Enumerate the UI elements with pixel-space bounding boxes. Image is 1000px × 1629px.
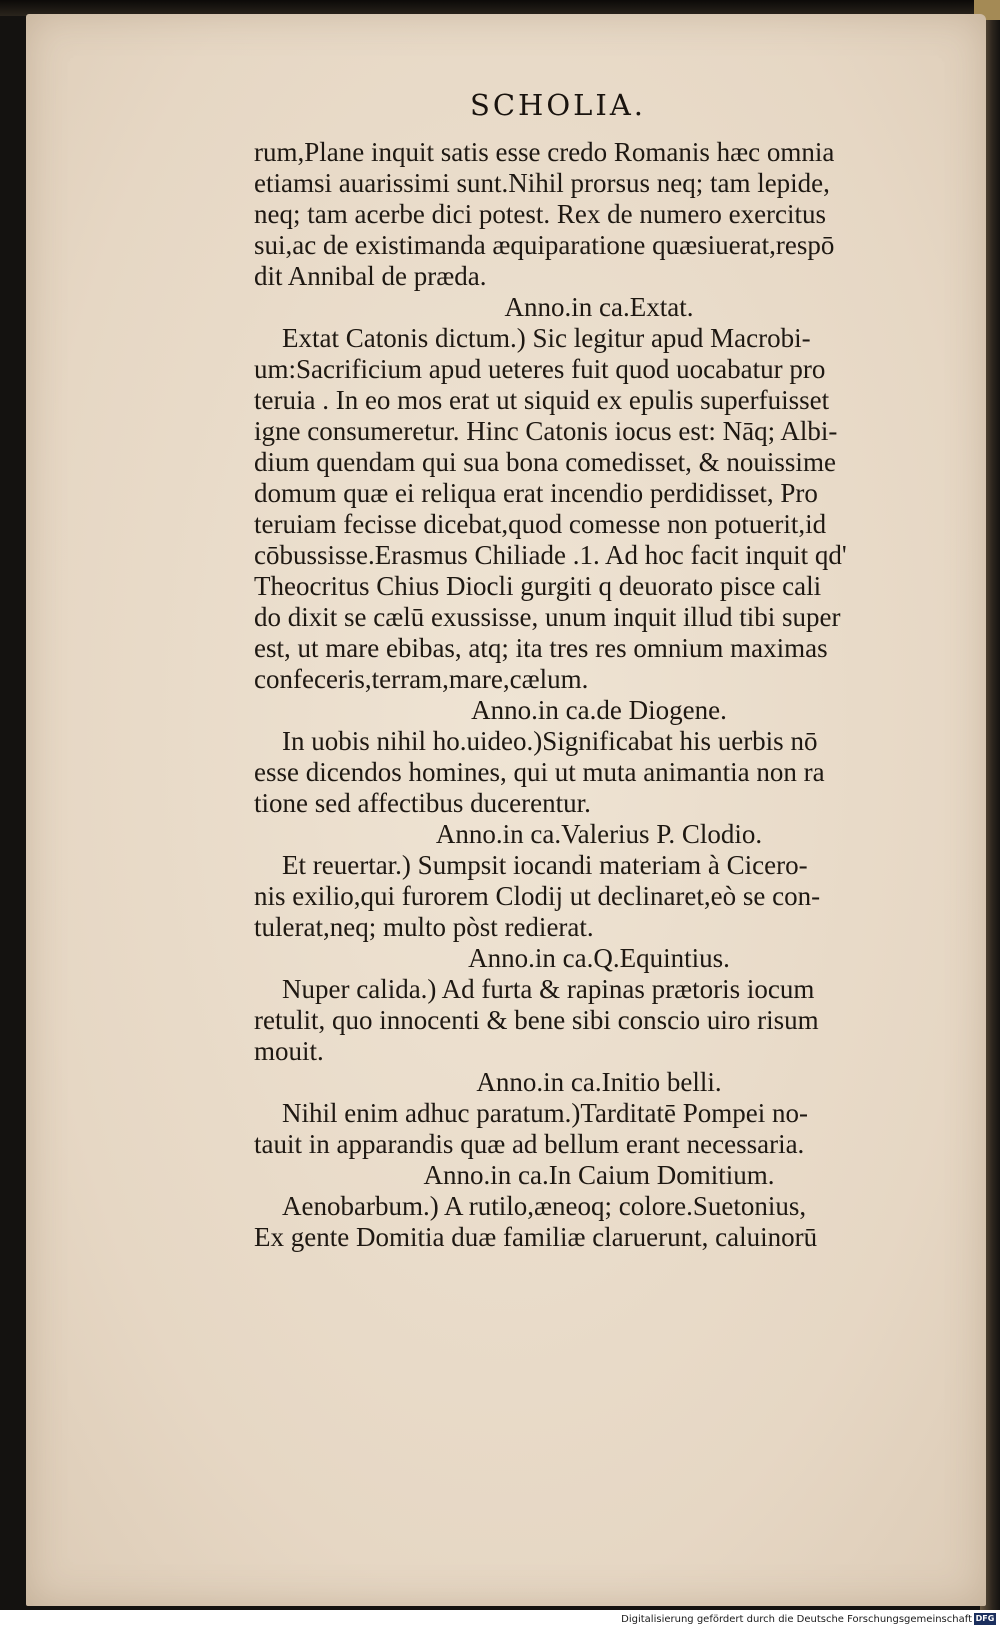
- text-line: retulit, quo innocenti & bene sibi conscio uiro risum: [254, 1005, 819, 1035]
- text-line: Aenobarbum.) A rutilo,æneoq; colore.Suetonius,: [282, 1191, 807, 1221]
- text-line: etiamsi auarissimi sunt.Nihil prorsus neq; tam lepide,: [254, 168, 830, 198]
- running-header: SCHOLIA.: [470, 88, 646, 122]
- text-line: dium quendam qui sua bona comedisset, & nouissime: [254, 447, 836, 477]
- text-line: Ex gente Domitia duæ familiæ claruerunt, caluinorū: [254, 1222, 818, 1252]
- section-heading: Anno.in ca.Extat.: [504, 292, 694, 322]
- text-line: Nihil enim adhuc paratum.)Tarditatē Pompei no-: [282, 1098, 808, 1128]
- text-line: dit Annibal de præda.: [254, 261, 487, 291]
- text-line: est, ut mare ebibas, atq; ita tres res omnium maximas: [254, 633, 828, 663]
- text-line: domum quæ ei reliqua erat incendio perdidisset, Pro: [254, 478, 818, 508]
- text-line: rum,Plane inquit satis esse credo Romanis hæc omnia: [254, 137, 835, 167]
- text-line: mouit.: [254, 1036, 324, 1066]
- text-line: Extat Catonis dictum.) Sic legitur apud Macrobi-: [282, 323, 811, 353]
- section-heading: Anno.in ca.Q.Equintius.: [468, 943, 730, 973]
- text-line: Theocritus Chius Diocli gurgiti q deuorato pisce cali: [254, 571, 822, 601]
- text-line: Nuper calida.) Ad furta & rapinas prætoris iocum: [282, 974, 815, 1004]
- text-line: nis exilio,qui furorem Clodij ut declinaret,eò se con-: [254, 881, 821, 911]
- text-line: neq; tam acerbe dici potest. Rex de numero exercitus: [254, 199, 827, 229]
- text-line: teruia . In eo mos erat ut siquid ex epulis superfuisset: [254, 385, 830, 415]
- section-heading: Anno.in ca.de Diogene.: [471, 695, 727, 725]
- section-heading: Anno.in ca.Initio belli.: [476, 1067, 722, 1097]
- text-line: Et reuertar.) Sumpsit iocandi materiam à Cicero-: [282, 850, 808, 880]
- text-line: tulerat,neq; multo pòst redierat.: [254, 912, 594, 942]
- dfg-logo: DFG: [975, 1614, 995, 1623]
- text-line: tione sed affectibus ducerentur.: [254, 788, 591, 818]
- text-line: sui,ac de existimanda æquiparatione quæsiuerat,respō: [254, 230, 835, 260]
- text-line: In uobis nihil ho.uideo.)Significabat his uerbis nō: [282, 726, 818, 756]
- text-line: tauit in apparandis quæ ad bellum erant necessaria.: [254, 1129, 805, 1159]
- text-line: do dixit se cælū exussisse, unum inquit illud tibi super: [254, 602, 841, 632]
- text-line: confeceris,terram,mare,cælum.: [254, 664, 589, 694]
- section-heading: Anno.in ca.In Caium Domitium.: [423, 1160, 775, 1190]
- text-line: teruiam fecisse dicebat,quod comesse non potuerit,id: [254, 509, 827, 539]
- section-heading: Anno.in ca.Valerius P. Clodio.: [435, 819, 763, 849]
- text-line: cōbussisse.Erasmus Chiliade .1. Ad hoc facit inquit qd': [254, 540, 847, 570]
- text-line: esse dicendos homines, qui ut muta animantia non ra: [254, 757, 825, 787]
- text-line: igne consumeretur. Hinc Catonis iocus est: Nāq; Albi-: [254, 416, 838, 446]
- text-line: um:Sacrificium apud ueteres fuit quod uocabatur pro: [254, 354, 826, 384]
- body-text: [254, 137, 944, 1253]
- funding-notice: Digitalisierung gefördert durch die Deutsche Forschungsgemeinschaft: [621, 1614, 972, 1625]
